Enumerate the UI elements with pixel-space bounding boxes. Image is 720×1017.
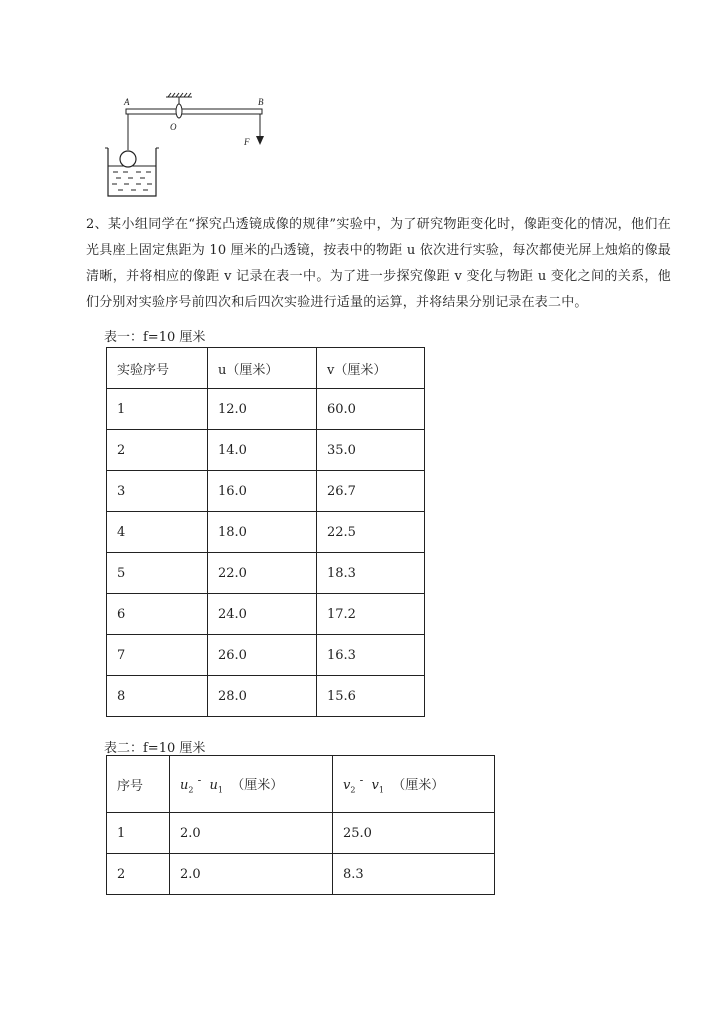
cell: 14.0 bbox=[208, 430, 317, 471]
table2-header-row bbox=[107, 756, 495, 813]
table2 bbox=[106, 755, 495, 895]
table1-header-cell: 实验序号 bbox=[107, 348, 208, 389]
cell: 60.0 bbox=[317, 389, 425, 430]
minus-sign: - bbox=[197, 773, 202, 787]
cell: 28.0 bbox=[208, 676, 317, 717]
cell: 1 bbox=[107, 813, 170, 854]
cell: 25.0 bbox=[333, 813, 495, 854]
u1-var: u bbox=[209, 777, 218, 793]
label-a: A bbox=[124, 97, 130, 107]
u2-sub: 2 bbox=[188, 785, 194, 795]
cell: 4 bbox=[107, 512, 208, 553]
delta-u-formula bbox=[180, 773, 284, 795]
table2-header-cell: 序号 bbox=[107, 756, 170, 813]
u1-sub: 1 bbox=[217, 785, 224, 795]
table-row bbox=[107, 471, 425, 512]
cell: 24.0 bbox=[208, 594, 317, 635]
table-row bbox=[107, 854, 495, 895]
v2-sub: 2 bbox=[350, 785, 356, 795]
force-f-arrow bbox=[256, 114, 264, 145]
table-row bbox=[107, 553, 425, 594]
table2-header-cell bbox=[333, 756, 495, 813]
cell: 16.0 bbox=[208, 471, 317, 512]
table2-header-cell bbox=[170, 756, 333, 813]
unit-label: （厘米） bbox=[231, 777, 284, 793]
cell: 16.3 bbox=[317, 635, 425, 676]
cell: 8 bbox=[107, 676, 208, 717]
cell: 2 bbox=[107, 430, 208, 471]
table1-caption: 表一：f=10 厘米 bbox=[104, 330, 206, 345]
v2-var: v bbox=[343, 777, 351, 793]
table1-header-cell: u（厘米） bbox=[208, 348, 317, 389]
u2-var: u bbox=[180, 777, 189, 793]
cell: 8.3 bbox=[333, 854, 495, 895]
cell: 1 bbox=[107, 389, 208, 430]
table-row bbox=[107, 430, 425, 471]
table-row bbox=[107, 676, 425, 717]
ball bbox=[120, 151, 136, 167]
cell: 26.0 bbox=[208, 635, 317, 676]
cell: 12.0 bbox=[208, 389, 317, 430]
cell: 3 bbox=[107, 471, 208, 512]
cell: 18.3 bbox=[317, 553, 425, 594]
v1-sub: 1 bbox=[378, 785, 384, 795]
lever-bar bbox=[126, 109, 262, 114]
table1-header-row bbox=[107, 348, 425, 389]
minus-sign: - bbox=[359, 773, 364, 787]
unit-label: （厘米） bbox=[392, 777, 445, 793]
table-row bbox=[107, 512, 425, 553]
cell: 2 bbox=[107, 854, 170, 895]
table1-header-cell: v（厘米） bbox=[317, 348, 425, 389]
lever-beaker-figure bbox=[104, 92, 284, 204]
cell: 17.2 bbox=[317, 594, 425, 635]
cell: 7 bbox=[107, 635, 208, 676]
cell: 26.7 bbox=[317, 471, 425, 512]
cell: 35.0 bbox=[317, 430, 425, 471]
table2-caption: 表二：f=10 厘米 bbox=[104, 741, 206, 756]
table-row bbox=[107, 813, 495, 854]
delta-v-formula bbox=[343, 773, 445, 795]
cell: 2.0 bbox=[170, 813, 333, 854]
cell: 22.0 bbox=[208, 553, 317, 594]
pivot-o bbox=[176, 104, 182, 118]
table-row bbox=[107, 635, 425, 676]
table-row bbox=[107, 389, 425, 430]
cell: 2.0 bbox=[170, 854, 333, 895]
question-text: 2、某小组同学在“探究凸透镜成像的规律”实验中，为了研究物距变化时，像距变化的情况，他们在光具座上固定焦距为 10 厘米的凸透镜，按表中的物距 u 依次进行实验，每次都使光屏上烛焰的像最清晰，并将相应的像距 v 记录在表一中。为了进一步探究像距 v 变化与物距 u 变化之间的关系，他们分别对实验序号前四次和后四次实验进行适量的运算，并将结果分别记录在表二中。 bbox=[86, 217, 671, 310]
cell: 22.5 bbox=[317, 512, 425, 553]
cell: 5 bbox=[107, 553, 208, 594]
label-f: F bbox=[244, 137, 250, 147]
v1-var: v bbox=[371, 777, 379, 793]
table1 bbox=[106, 347, 425, 717]
label-o: O bbox=[170, 122, 177, 132]
beaker bbox=[105, 148, 159, 196]
cell: 18.0 bbox=[208, 512, 317, 553]
cell: 6 bbox=[107, 594, 208, 635]
cell: 15.6 bbox=[317, 676, 425, 717]
label-b: B bbox=[258, 97, 264, 107]
table-row bbox=[107, 594, 425, 635]
